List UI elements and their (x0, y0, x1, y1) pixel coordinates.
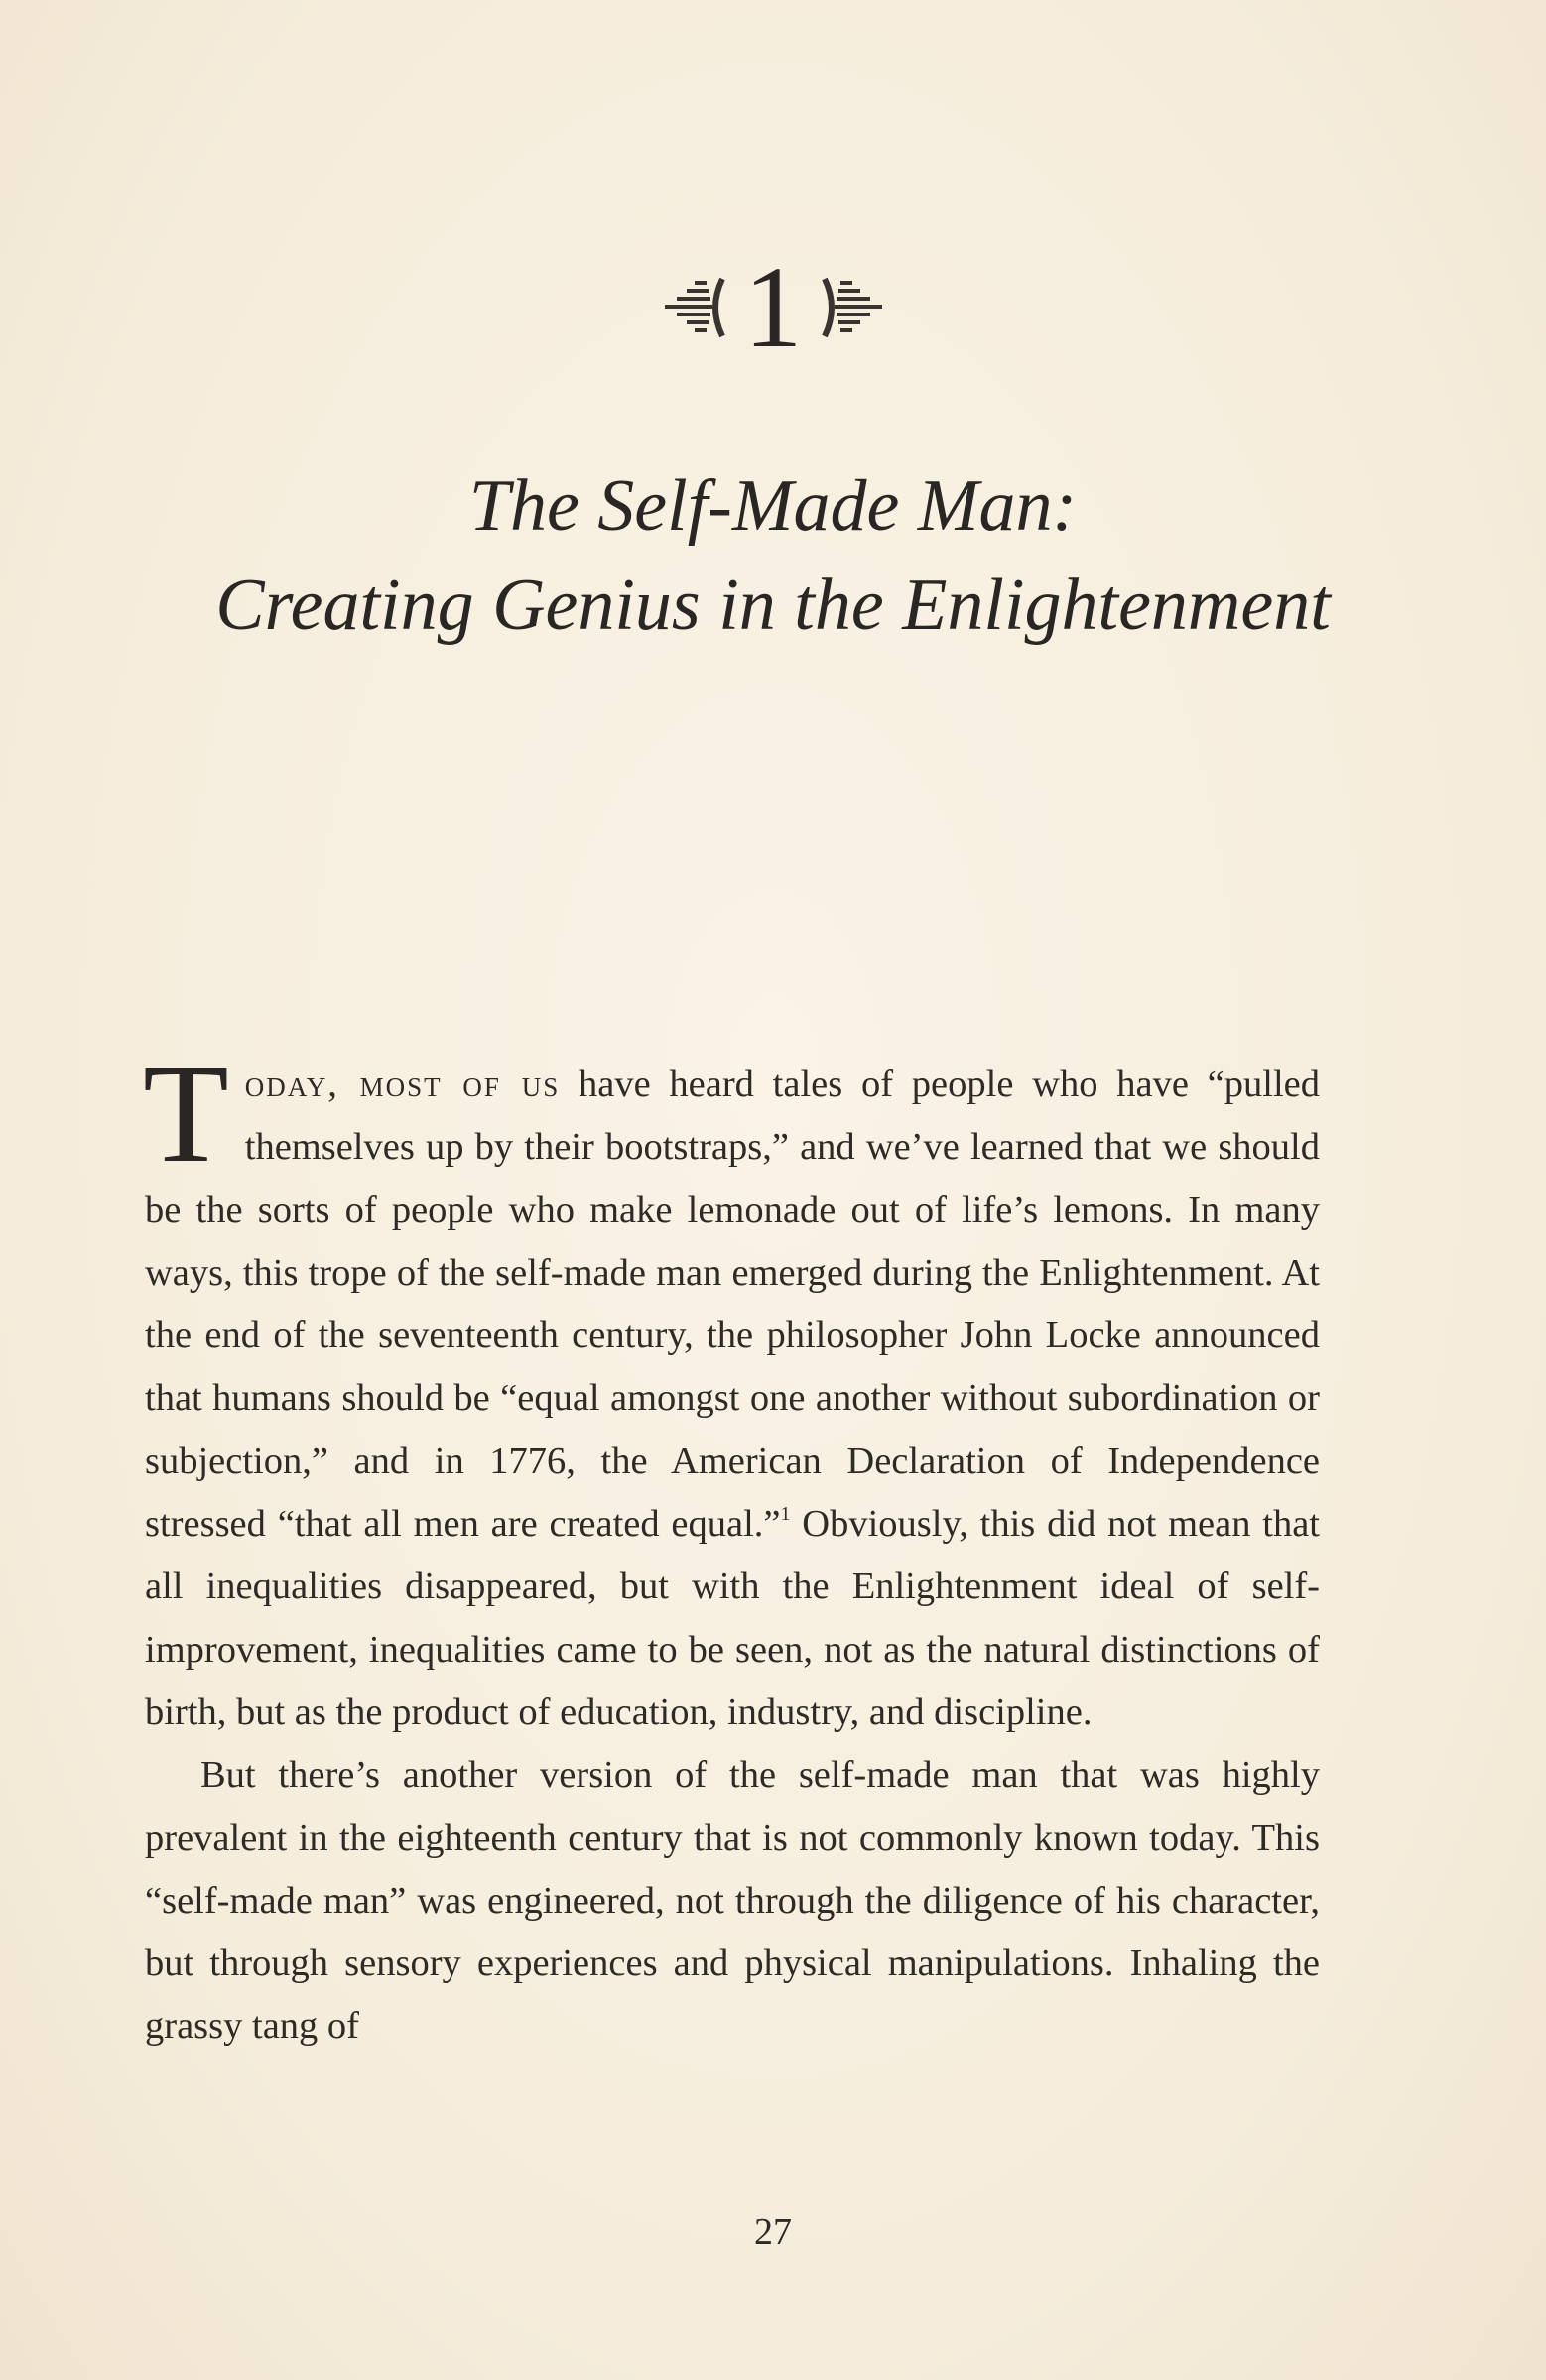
chapter-title-line-1: The Self-Made Man: (468, 465, 1078, 547)
paragraph-1 (143, 1035, 1321, 1744)
chapter-heading-ornament (0, 242, 1546, 372)
paragraph-1-text-b: Obviously, this did not mean that all inequalities disappeared, but with the Enlightenment ideal of self-improvement, inequalities came to be seen, not as the natural distinctions of birth, but as the product of education, industry, and discipline. (145, 1503, 1320, 1733)
chapter-title-line-2: Creating Genius in the Enlightenment (215, 564, 1331, 646)
page-number: 27 (754, 2211, 792, 2253)
left-arrow-ornament-icon (651, 273, 730, 342)
drop-cap: T (143, 1035, 229, 1191)
body-text (143, 1035, 1321, 2059)
footnote-marker: 1 (780, 1503, 791, 1526)
paragraph-1-text-a: have heard tales of people who have “pulled themselves up by their bootstraps,” and we’ve learned that we should be the sorts of people who make lemonade out of life’s lemons. In many ways, this trope of the self-made man emerged during the Enlightenment. At the end of the seventeenth century, the philosopher John Locke announced that humans should be “equal amongst one another without subordination or subjection,” and in 1776, the American Declaration of Independence stressed “that all men are created equal.” (145, 1064, 1321, 1546)
opening-small-caps: oday, most of us (244, 1064, 561, 1105)
paragraph-2: But there’s another version of the self-made man that was highly prevalent in the eighteenth century that is not commonly known today. This “self-made man” was engineered, not through the diligence of his character, but through sensory experiences and physical manipulations. Inhaling the grassy tang of (145, 1754, 1320, 2048)
right-arrow-ornament-icon (817, 273, 896, 342)
chapter-title (0, 456, 1546, 655)
chapter-number: 1 (743, 242, 803, 372)
